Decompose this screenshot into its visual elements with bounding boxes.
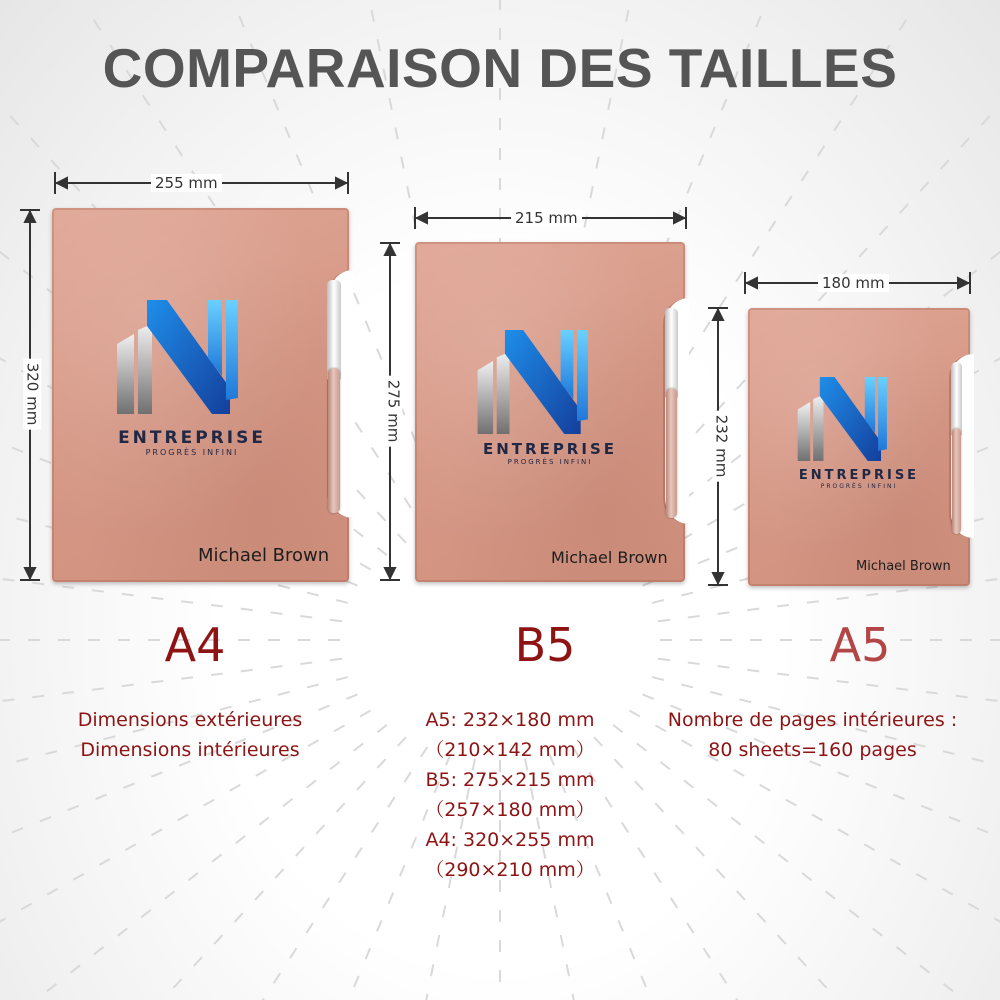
info-right: [630, 705, 995, 765]
a4-width-label: 255 mm: [151, 174, 222, 192]
info-center-line: B5: 275×215 mm: [425, 769, 595, 791]
info-center-line: （257×180 mm）: [425, 799, 595, 821]
pen-icon: [951, 362, 962, 436]
b5-size-code: B5: [514, 618, 576, 672]
a5-brand: [784, 468, 934, 490]
a4-height-label: 320 mm: [23, 359, 41, 430]
info-center-line: A4: 320×255 mm: [425, 829, 595, 851]
info-right-line: Nombre de pages intérieures :: [667, 709, 958, 731]
info-left: [40, 705, 340, 765]
a5-owner-name: Michael Brown: [856, 559, 951, 574]
b5-width-label: 215 mm: [511, 209, 582, 227]
a5-width-label: 180 mm: [818, 274, 889, 292]
b5-height-label: 275 mm: [384, 376, 402, 447]
info-center-line: A5: 232×180 mm: [425, 709, 595, 731]
info-center: [395, 705, 625, 885]
brand-tagline: PROGRÈS INFINI: [820, 483, 898, 490]
b5-owner-name: Michael Brown: [551, 548, 668, 567]
a4-owner-name: Michael Brown: [198, 545, 330, 566]
info-left-line: Dimensions extérieures: [77, 709, 303, 731]
info-right-line: 80 sheets=160 pages: [708, 739, 917, 761]
brand-tagline: PROGRÈS INFINI: [145, 448, 239, 457]
entreprise-n-logo-icon: [794, 374, 912, 464]
info-center-line: （210×142 mm）: [425, 739, 595, 761]
brand-tagline: PROGRÈS INFINI: [507, 458, 593, 466]
info-center-line: （290×210 mm）: [425, 859, 595, 881]
brand-name: ENTREPRISE: [482, 440, 617, 458]
brand-name: ENTREPRISE: [118, 428, 266, 448]
pen-body: [952, 428, 961, 534]
page-title: COMPARAISON DES TAILLES: [102, 37, 898, 99]
a5-notebook: [748, 308, 970, 586]
a5-height-label: 232 mm: [712, 411, 730, 482]
info-left-line: Dimensions intérieures: [80, 739, 300, 761]
a5-size-code: A5: [829, 618, 891, 672]
a4-size-code: A4: [164, 618, 226, 672]
brand-name: ENTREPRISE: [798, 468, 920, 483]
